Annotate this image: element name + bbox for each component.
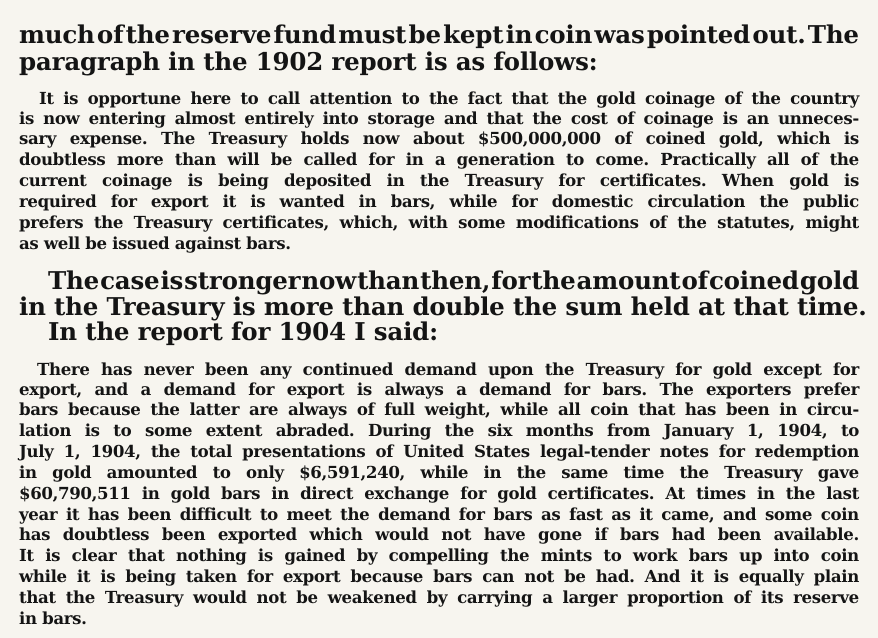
intro-line: paragraph in the 1902 report is as follows: bbox=[19, 47, 598, 76]
quote-line: bars because the latter are always of full weight, while all coin that has been in circu- bbox=[19, 399, 859, 419]
quote-line: lation is to some extent abraded. During the six months from January 1, 1904, to bbox=[19, 420, 859, 440]
quote-line: year it has been difficult to meet the demand for bars as fast as it came, and some coin bbox=[19, 504, 859, 524]
quote-line: is now entering almost entirely into storage and that the cost of coinage is an unneces- bbox=[19, 108, 859, 128]
quote-line: prefers the Treasury certificates, which, with some modifications of the statutes, might bbox=[19, 212, 859, 232]
quote-line: has doubtless been exported which would not have gone if bars had been available. bbox=[19, 524, 859, 544]
intro-line: much of the reserve fund must be kept in coin was pointed out. The bbox=[19, 20, 859, 49]
commentary-line: in the Treasury is more than double the sum held at that time. bbox=[19, 292, 867, 321]
quote-line: required for export it is wanted in bars, while for domestic circulation the public bbox=[19, 191, 859, 211]
quote-line: as well be issued against bars. bbox=[19, 233, 291, 253]
quote-line: doubtless more than will be called for in a generation to come. Practically all of the bbox=[19, 149, 859, 169]
quote-line: $60,790,511 in gold bars in direct exchange for gold certificates. At times in the last bbox=[19, 483, 859, 503]
quote-line: that the Treasury would not be weakened by carrying a larger proportion of its reserve bbox=[19, 587, 859, 607]
quote-line: It is opportune here to call attention to the fact that the gold coinage of the country bbox=[39, 88, 859, 108]
quote-line: in gold amounted to only $6,591,240, while in the same time the Treasury gave bbox=[19, 462, 859, 482]
commentary-line: The case is stronger now than then, for the amount of coined gold bbox=[48, 266, 859, 295]
quote-line: while it is being taken for export because bars can not be had. And it is equally plain bbox=[19, 566, 859, 586]
commentary-line: In the report for 1904 I said: bbox=[48, 317, 438, 346]
quote-line: export, and a demand for export is always a demand for bars. The exporters prefer bbox=[19, 379, 859, 399]
quote-line: There has never been any continued demand upon the Treasury for gold except for bbox=[37, 359, 859, 379]
quote-line: July 1, 1904, the total presentations of United States legal-tender notes for redemption bbox=[19, 441, 859, 461]
quote-line: sary expense. The Treasury holds now about $500,000,000 of coined gold, which is bbox=[19, 128, 859, 148]
quote-line: current coinage is being deposited in the Treasury for certificates. When gold is bbox=[19, 170, 859, 190]
quote-line: in bars. bbox=[19, 608, 87, 628]
quote-line: It is clear that nothing is gained by compelling the mints to work bars up into coin bbox=[19, 545, 859, 565]
